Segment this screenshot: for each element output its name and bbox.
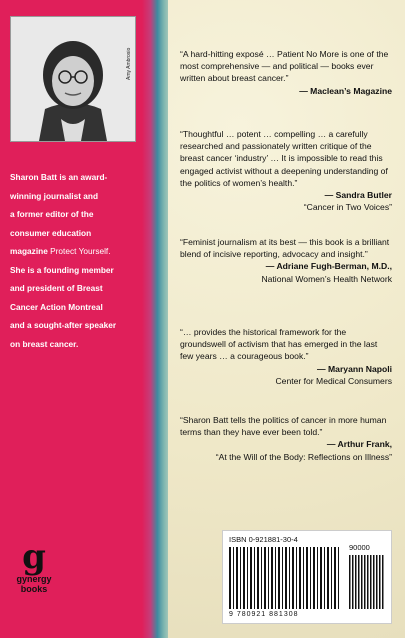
bio-line: Cancer Action Montreal [10, 301, 103, 312]
blurb-maclean [180, 48, 392, 97]
blurb-author: — Maclean’s Magazine [299, 85, 392, 96]
author-photo [10, 16, 136, 142]
ean-number: 9 780921 881308 [229, 611, 299, 618]
blurb-text: “A hard-hitting exposé … Patient No More is one of the most comprehensive — and political — books ever written about breast cancer.” [180, 49, 389, 84]
bio-line: winning journalist and [10, 190, 99, 201]
blurb-author: — Sandra Butler [324, 190, 392, 201]
magazine-title: Protect Yourself. [50, 246, 111, 256]
blurb-source: “Cancer in Two Voices” [303, 202, 392, 213]
blurb-text: “Thoughtful … potent … compelling … a carefully researched and passionately written critique of the breast cancer ‘industry’ … It is impossible to read this engaged activist without a deepening understanding of the politics of women’s health.” [180, 129, 388, 188]
blurb-attribution [180, 260, 392, 284]
barcode-panel [222, 530, 392, 624]
blurb-attribution [180, 438, 392, 462]
ean-barcode [229, 547, 341, 609]
blurb-source: National Women’s Health Network [261, 273, 392, 284]
blurb-author: — Arthur Frank, [326, 439, 392, 450]
isbn-label: ISBN 0-921881-30-4 [229, 535, 298, 544]
bio-line: She is a founding member [10, 264, 114, 275]
blurb-author: — Maryann Napoli [317, 363, 392, 374]
blurb-fugh-berman [180, 236, 392, 285]
blurb-text: “Feminist journalism at its best — this book is a brilliant blend of incisive reporting, advocacy and insight.” [180, 237, 390, 260]
bio-line: and president of Breast [10, 283, 103, 293]
author-bio [10, 168, 150, 353]
bio-line: a former editor of the [10, 209, 94, 219]
blurb-source: Center for Medical Consumers [275, 375, 392, 386]
publisher-logo [14, 537, 54, 594]
blurb-text: “… provides the historical framework for the groundswell of activism that has emerged in the last few years … a courageous book.” [180, 327, 378, 362]
blurb-frank [180, 414, 392, 463]
blurb-author: — Adriane Fugh-Berman, M.D., [265, 261, 392, 272]
price-code: 90000 [349, 543, 370, 552]
logo-line1: gynergy [16, 574, 52, 584]
price-barcode [349, 555, 385, 609]
blurb-text: “Sharon Batt tells the politics of cancer in more human terms than they have ever been told.” [180, 415, 387, 438]
blurb-attribution [180, 85, 392, 97]
blurb-source: “At the Will of the Body: Reflections on Illness” [215, 451, 392, 462]
photo-credit: Amy Ambrosio [126, 47, 132, 80]
bio-line: consumer education [10, 227, 92, 238]
logo-line2: books [20, 584, 48, 594]
blurb-butler [180, 128, 392, 213]
author-portrait [11, 17, 135, 141]
bio-line [10, 242, 150, 261]
bio-text: magazine [10, 246, 48, 256]
blurb-napoli [180, 326, 392, 387]
bio-line: Sharon Batt is an award- [10, 172, 108, 182]
blurb-attribution [180, 189, 392, 213]
bio-line: on breast cancer. [10, 338, 79, 349]
bio-line: and a sought-after speaker [10, 320, 117, 330]
blurb-attribution [180, 363, 392, 387]
logo-mark: g [22, 537, 46, 577]
